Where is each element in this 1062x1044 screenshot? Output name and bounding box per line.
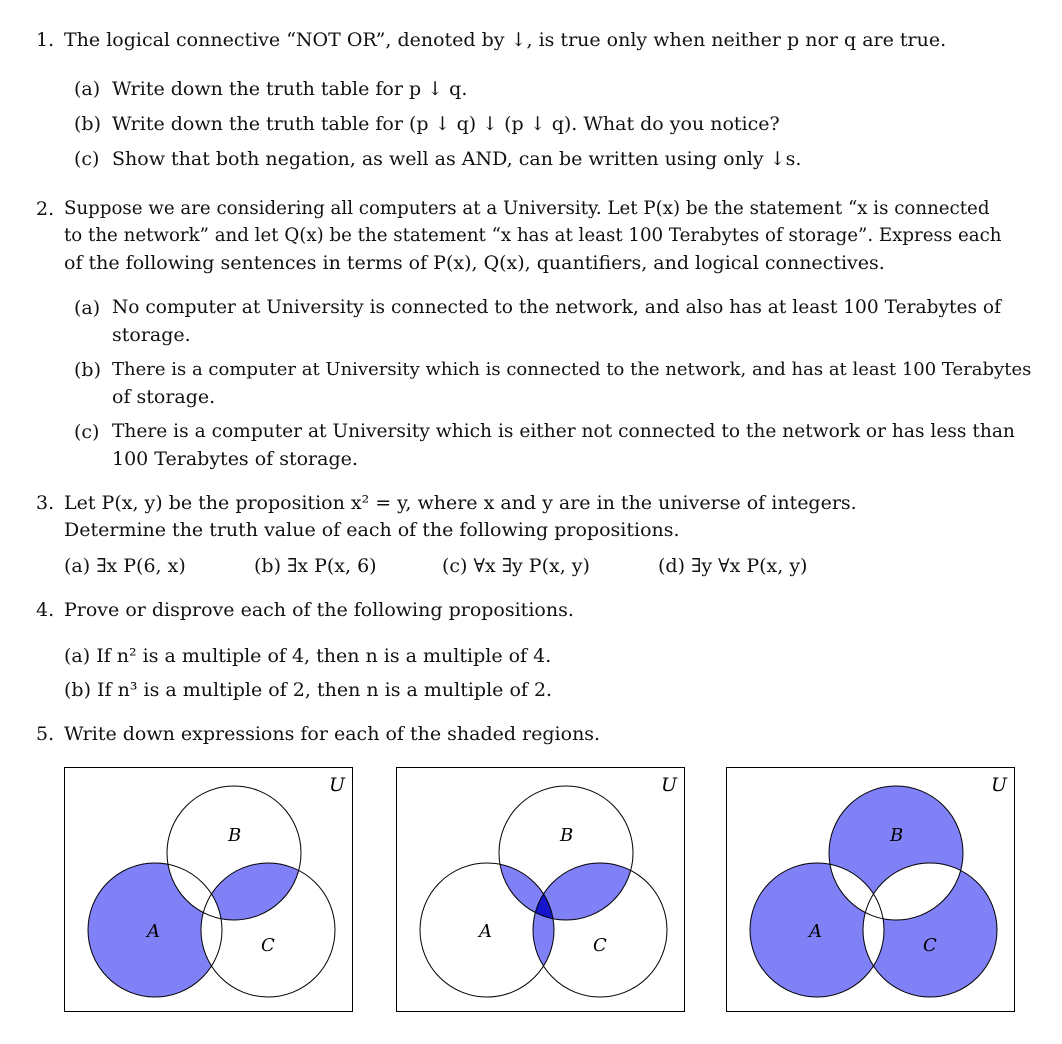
venn-diagram-3 — [726, 767, 1016, 1013]
q3-line2: Determine the truth value of each of the following propositions. — [64, 519, 680, 541]
q2c-label: (c) — [74, 421, 100, 443]
universe-label: U — [329, 774, 346, 796]
q2a-line2: storage. — [112, 324, 191, 346]
q2a-line1: No computer at University is connected to the network, and also has at least 100 Terabytes of — [112, 297, 1001, 318]
q2c-line1: There is a computer at University which is either not connected to the network or has less than — [112, 421, 1015, 442]
q2-number: 2. — [36, 198, 55, 220]
label-c: C — [923, 935, 937, 956]
q3-number: 3. — [36, 492, 55, 514]
q4b: (b) If n³ is a multiple of 2, then n is a multiple of 2. — [64, 679, 553, 701]
q1c-text: Show that both negation, as well as AND, can be written using only ↓s. — [112, 148, 802, 170]
label-b: B — [228, 825, 242, 846]
q3c: (c) ∀x ∃y P(x, y) — [442, 555, 590, 577]
q3b: (b) ∃x P(x, 6) — [254, 555, 377, 577]
q2b-line2: of storage. — [112, 386, 216, 408]
venn-diagram-1 — [64, 767, 354, 1013]
q2a-label: (a) — [74, 297, 101, 319]
q2b-label: (b) — [74, 359, 101, 381]
universe-label: U — [991, 774, 1008, 796]
label-c: C — [593, 935, 607, 956]
label-a: A — [809, 921, 822, 942]
q3-line1: Let P(x, y) be the proposition x² = y, where x and y are in the universe of integers. — [64, 492, 857, 514]
q2-line1: Suppose we are considering all computers at a University. Let P(x) be the statement “x is connected — [64, 198, 990, 219]
q1a-text: Write down the truth table for p ↓ q. — [112, 78, 468, 100]
universe-label: U — [661, 774, 678, 796]
q3d: (d) ∃y ∀x P(x, y) — [658, 555, 808, 577]
q1-text: The logical connective “NOT OR”, denoted by ↓, is true only when neither p nor q are true. — [64, 29, 947, 51]
q1-number: 1. — [36, 29, 55, 51]
q2-line2: to the network” and let Q(x) be the statement “x has at least 100 Terabytes of storage”. Express each — [64, 225, 1002, 246]
q1c-label: (c) — [74, 148, 100, 170]
label-c: C — [261, 935, 275, 956]
q3a: (a) ∃x P(6, x) — [64, 555, 186, 577]
q4a: (a) If n² is a multiple of 4, then n is a multiple of 4. — [64, 645, 552, 667]
label-b: B — [890, 825, 904, 846]
q1b-text: Write down the truth table for (p ↓ q) ↓ (p ↓ q). What do you notice? — [112, 113, 780, 135]
q4-text: Prove or disprove each of the following propositions. — [64, 599, 574, 621]
label-a: A — [479, 921, 492, 942]
q5-number: 5. — [36, 723, 55, 745]
q2b-line1: There is a computer at University which is connected to the network, and has at least 100 Terabytes — [112, 359, 1032, 380]
q5-text: Write down expressions for each of the shaded regions. — [64, 723, 601, 745]
label-a: A — [147, 921, 160, 942]
q1a-label: (a) — [74, 78, 101, 100]
label-b: B — [560, 825, 574, 846]
venn-diagram-2 — [396, 767, 686, 1013]
q4-number: 4. — [36, 599, 55, 621]
q2c-line2: 100 Terabytes of storage. — [112, 448, 358, 470]
q2-line3: of the following sentences in terms of P(x), Q(x), quantifiers, and logical connectives. — [64, 252, 885, 274]
q1b-label: (b) — [74, 113, 101, 135]
